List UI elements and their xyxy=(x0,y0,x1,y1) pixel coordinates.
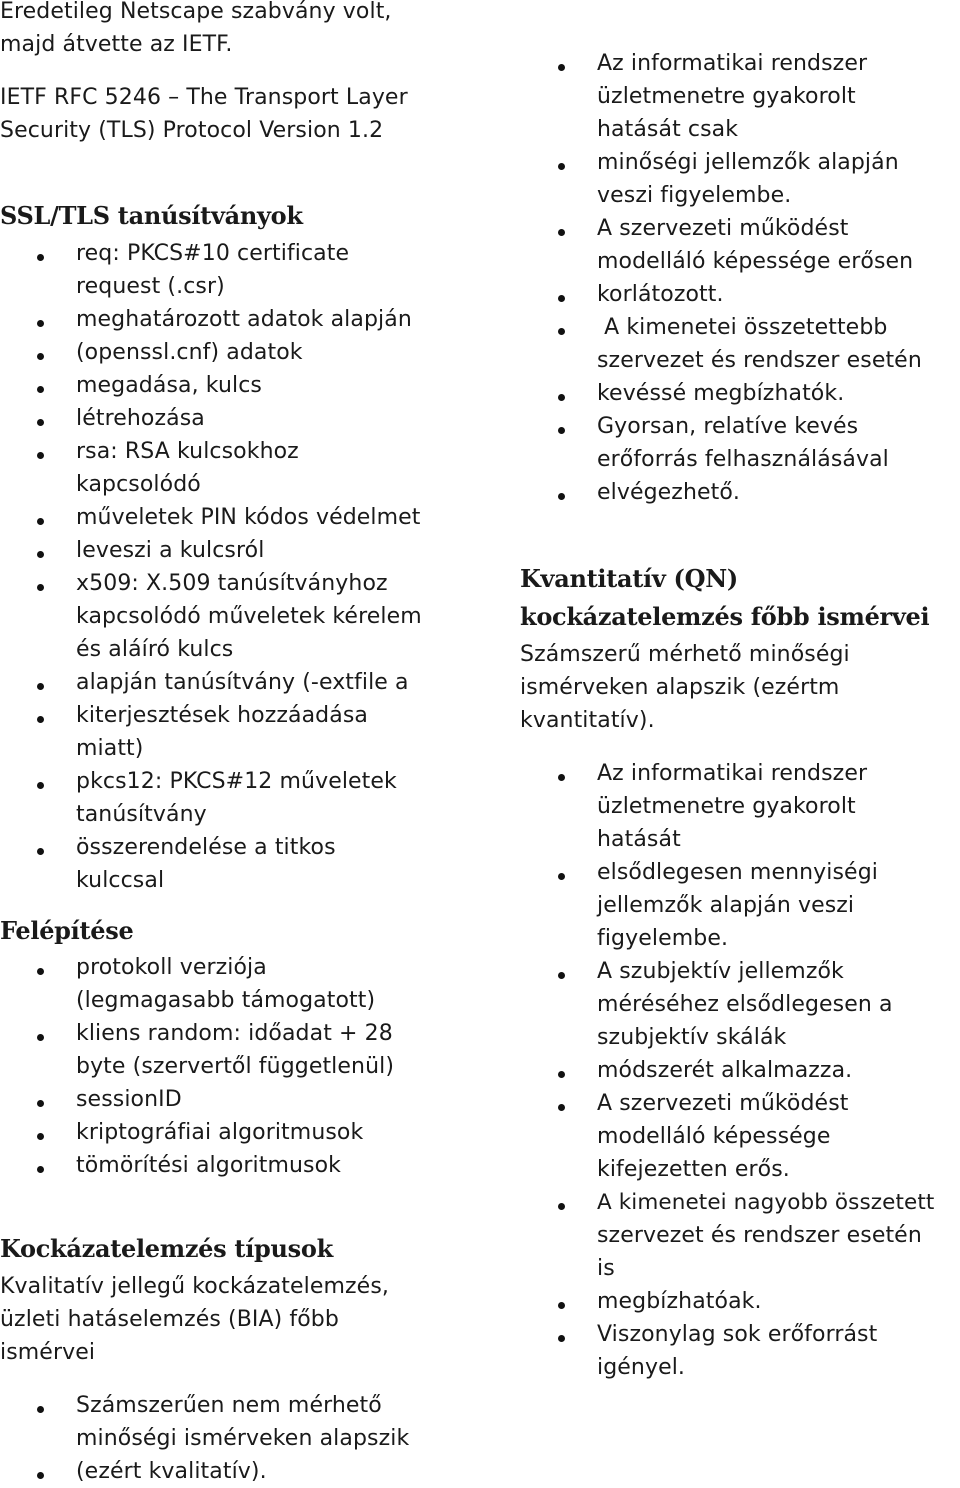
list-item-line: leveszi a kulcsról xyxy=(76,538,265,563)
bullet-icon xyxy=(558,394,565,401)
list-item-line: kifejezetten erős. xyxy=(597,1157,790,1182)
list-item-line: kevéssé megbízhatók. xyxy=(597,381,845,406)
list-item-line: igényel. xyxy=(597,1355,686,1380)
list-item-line: modelláló képessége erősen xyxy=(597,249,914,274)
bullet-icon xyxy=(37,1133,44,1140)
list-item-line: tanúsítvány xyxy=(76,802,207,827)
list-item-line: A szervezeti működést xyxy=(597,1091,849,1116)
bullet-icon xyxy=(37,968,44,975)
bullet-icon xyxy=(558,1104,565,1111)
paragraph-line: Kvalitatív jellegű kockázatelemzés, xyxy=(0,1274,389,1299)
list-item-line: kulccsal xyxy=(76,868,165,893)
bullet-icon xyxy=(37,254,44,261)
list-item-line: x509: X.509 tanúsítványhoz xyxy=(76,571,388,596)
list-item-line: üzletmenetre gyakorolt xyxy=(597,84,856,109)
list-item-line: Az informatikai rendszer xyxy=(597,761,868,786)
bullet-icon xyxy=(558,493,565,500)
list-item-line: kapcsolódó xyxy=(76,472,201,497)
bullet-icon xyxy=(37,683,44,690)
bullet-icon xyxy=(37,518,44,525)
paragraph-line: ismérvei xyxy=(0,1340,96,1365)
list-item-line: modelláló képessége xyxy=(597,1124,831,1149)
list-item-line: kapcsolódó műveletek kérelem xyxy=(76,604,422,629)
bullet-icon xyxy=(558,163,565,170)
list-item-line: (ezért kvalitatív). xyxy=(76,1459,267,1484)
list-item-line: rsa: RSA kulcsokhoz xyxy=(76,439,299,464)
bullet-icon xyxy=(558,64,565,71)
list-item-line: Az informatikai rendszer xyxy=(597,51,868,76)
list-item-line: protokoll verziója xyxy=(76,955,267,980)
list-item-line: műveletek PIN kódos védelmet xyxy=(76,505,421,530)
list-item-line: megadása, kulcs xyxy=(76,373,262,398)
bullet-icon xyxy=(558,873,565,880)
list-item-line: tömörítési algoritmusok xyxy=(76,1153,341,1178)
list-item-line: (legmagasabb támogatott) xyxy=(76,988,376,1013)
bullet-icon xyxy=(558,328,565,335)
list-item-line: elsődlegesen mennyiségi xyxy=(597,860,878,885)
bullet-icon xyxy=(558,774,565,781)
list-item-line: szubjektív skálák xyxy=(597,1025,787,1050)
bullet-icon xyxy=(37,716,44,723)
section-heading-kvantitativ-sub: kockázatelemzés főbb ismérvei xyxy=(520,602,930,631)
list-item-line: erőforrás felhasználásával xyxy=(597,447,889,472)
list-item-line: is xyxy=(597,1256,615,1281)
list-item-line: A kimenetei nagyobb összetett xyxy=(597,1190,935,1215)
paragraph-line: kvantitatív). xyxy=(520,708,655,733)
list-item-line: és aláíró kulcs xyxy=(76,637,234,662)
bullet-icon xyxy=(558,1071,565,1078)
bullet-icon xyxy=(37,782,44,789)
list-item-line: kriptográfiai algoritmusok xyxy=(76,1120,364,1145)
bullet-icon xyxy=(37,1100,44,1107)
bullet-icon xyxy=(558,1302,565,1309)
list-item-line: req: PKCS#10 certificate xyxy=(76,241,350,266)
bullet-icon xyxy=(37,419,44,426)
list-item-line: kliens random: időadat + 28 xyxy=(76,1021,393,1046)
intro-line: Eredetileg Netscape szabvány volt, xyxy=(0,0,392,24)
bullet-icon xyxy=(37,452,44,459)
list-item-line: jellemzők alapján veszi xyxy=(597,893,855,918)
bullet-icon xyxy=(37,386,44,393)
list-item-line: veszi figyelembe. xyxy=(597,183,792,208)
bullet-icon xyxy=(37,320,44,327)
list-item-line: byte (szervertől függetlenül) xyxy=(76,1054,395,1079)
bullet-icon xyxy=(558,1203,565,1210)
list-item-line: minőségi ismérveken alapszik xyxy=(76,1426,410,1451)
list-item-line: sessionID xyxy=(76,1087,182,1112)
bullet-icon xyxy=(37,1034,44,1041)
bullet-icon xyxy=(558,972,565,979)
section-heading-kvantitativ: Kvantitatív (QN) xyxy=(520,564,738,593)
list-item-line: A szubjektív jellemzők xyxy=(597,959,844,984)
list-item-line: szervezet és rendszer esetén xyxy=(597,1223,922,1248)
bullet-icon xyxy=(37,1166,44,1173)
list-item-line: A szervezeti működést xyxy=(597,216,849,241)
list-item-line: miatt) xyxy=(76,736,144,761)
list-item-line: Gyorsan, relatíve kevés xyxy=(597,414,859,439)
list-item-line: elvégezhető. xyxy=(597,480,741,505)
list-item-line: méréséhez elsődlegesen a xyxy=(597,992,893,1017)
list-item-line: módszerét alkalmazza. xyxy=(597,1058,853,1083)
list-item-line: Viszonylag sok erőforrást xyxy=(597,1322,878,1347)
intro-line: majd átvette az IETF. xyxy=(0,32,233,57)
list-item-line: alapján tanúsítvány (-extfile a xyxy=(76,670,409,695)
list-item-line: hatását csak xyxy=(597,117,739,142)
list-item-line: kiterjesztések hozzáadása xyxy=(76,703,368,728)
bullet-icon xyxy=(558,295,565,302)
bullet-icon xyxy=(37,848,44,855)
list-item-line: pkcs12: PKCS#12 műveletek xyxy=(76,769,397,794)
bullet-icon xyxy=(37,1472,44,1479)
list-item-line: összerendelése a titkos xyxy=(76,835,336,860)
list-item-line: hatását xyxy=(597,827,681,852)
paragraph-line: ismérveken alapszik (ezértm xyxy=(520,675,840,700)
paragraph-line: Számszerű mérhető minőségi xyxy=(520,642,850,667)
list-item-line: korlátozott. xyxy=(597,282,724,307)
section-heading-kockazatelemzes: Kockázatelemzés típusok xyxy=(0,1234,333,1263)
list-item-line: (openssl.cnf) adatok xyxy=(76,340,303,365)
bullet-icon xyxy=(37,584,44,591)
list-item-line: minőségi jellemzők alapján xyxy=(597,150,899,175)
bullet-icon xyxy=(37,353,44,360)
list-item-line: A kimenetei összetettebb xyxy=(597,315,888,340)
list-item-line: létrehozása xyxy=(76,406,205,431)
section-heading-felepitese: Felépítése xyxy=(0,916,134,945)
list-item-line: request (.csr) xyxy=(76,274,225,299)
paragraph-line: üzleti hatáselemzés (BIA) főbb xyxy=(0,1307,339,1332)
intro-line: IETF RFC 5246 – The Transport Layer xyxy=(0,85,408,110)
intro-line: Security (TLS) Protocol Version 1.2 xyxy=(0,118,384,143)
list-item-line: Számszerűen nem mérhető xyxy=(76,1393,382,1418)
list-item-line: megbízhatóak. xyxy=(597,1289,762,1314)
list-item-line: üzletmenetre gyakorolt xyxy=(597,794,856,819)
list-item-line: figyelembe. xyxy=(597,926,729,951)
bullet-icon xyxy=(37,551,44,558)
bullet-icon xyxy=(558,427,565,434)
list-item-line: meghatározott adatok alapján xyxy=(76,307,412,332)
section-heading-ssl-tls: SSL/TLS tanúsítványok xyxy=(0,201,303,230)
list-item-line: szervezet és rendszer esetén xyxy=(597,348,922,373)
bullet-icon xyxy=(37,1406,44,1413)
bullet-icon xyxy=(558,1335,565,1342)
bullet-icon xyxy=(558,229,565,236)
